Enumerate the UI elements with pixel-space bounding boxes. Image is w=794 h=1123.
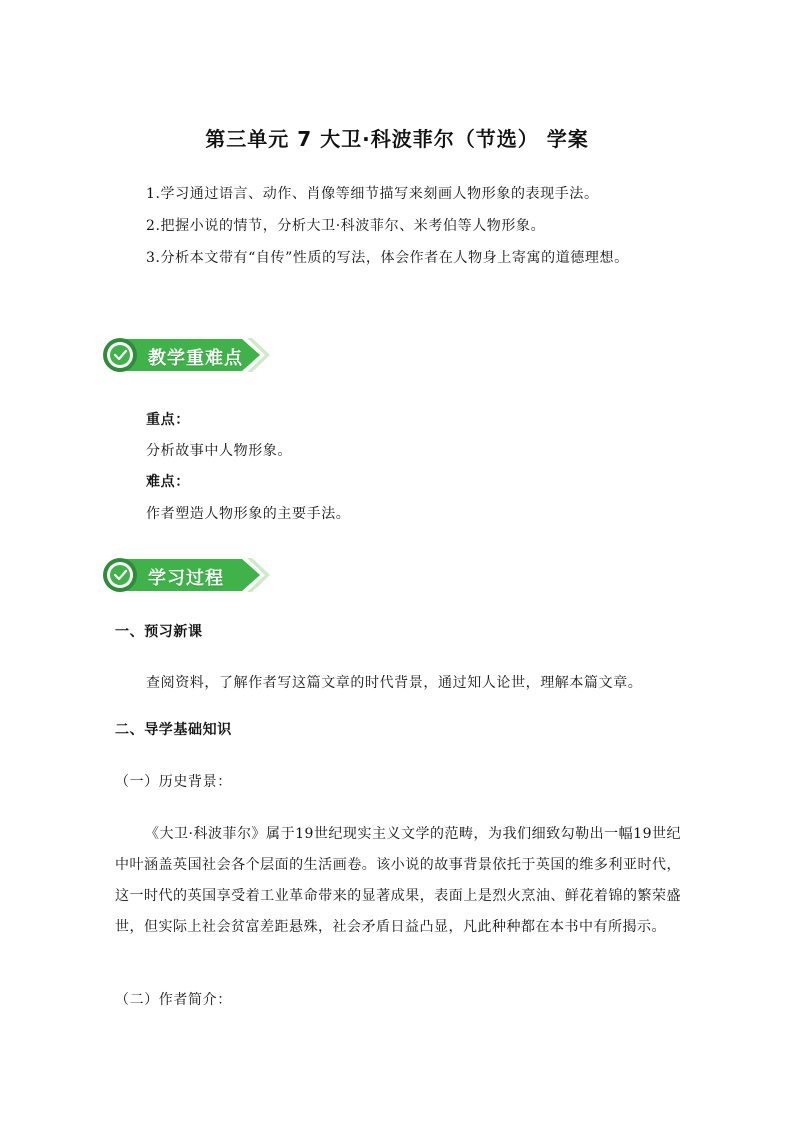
subheading-history: （一）历史背景： [115,774,232,790]
history-paragraph: 《大卫·科波菲尔》属于19世纪现实主义文学的范畴，为我们细致勾勒出一幅19世纪中叶涵盖英国社会各个层面的生活画卷。该小说的故事背景依托于英国的维多利亚时代，这一时代的英国享受着工业革命带来的显著成果，表面上是烈火烹油、鲜花着锦的繁荣盛世，但实际上社会贫富差距悬殊，社会矛盾日益凸显，凡此种种都在本书中有所揭示。 [115,826,681,935]
page-title: 第三单元 7 大卫·科波菲尔（节选） 学案 [205,127,589,151]
objective-3: 3.分析本文带有“自传”性质的写法，体会作者在人物身上寄寓的道德理想。 [146,250,629,266]
section-banner-key-points [102,336,272,374]
banner-label: 学习过程 [148,568,224,589]
section-banner-process [102,556,272,594]
section-heading-preview: 一、预习新课 [115,624,203,640]
objective-2: 2.把握小说的情节，分析大卫·科波菲尔、米考伯等人物形象。 [146,218,546,234]
banner-label: 教学重难点 [148,348,243,369]
objective-1: 1.学习通过语言、动作、肖像等细节描写来刻画人物形象的表现手法。 [146,186,599,202]
focus-text: 分析故事中人物形象。 [146,443,292,459]
section-heading-basics: 二、导学基础知识 [115,722,232,738]
difficulty-label: 难点： [146,474,190,490]
difficulty-text: 作者塑造人物形象的主要手法。 [146,506,351,522]
section-text-preview: 查阅资料，了解作者写这篇文章的时代背景，通过知人论世，理解本篇文章。 [146,675,643,691]
focus-label: 重点： [146,412,190,428]
subheading-author: （二）作者简介： [115,992,232,1008]
